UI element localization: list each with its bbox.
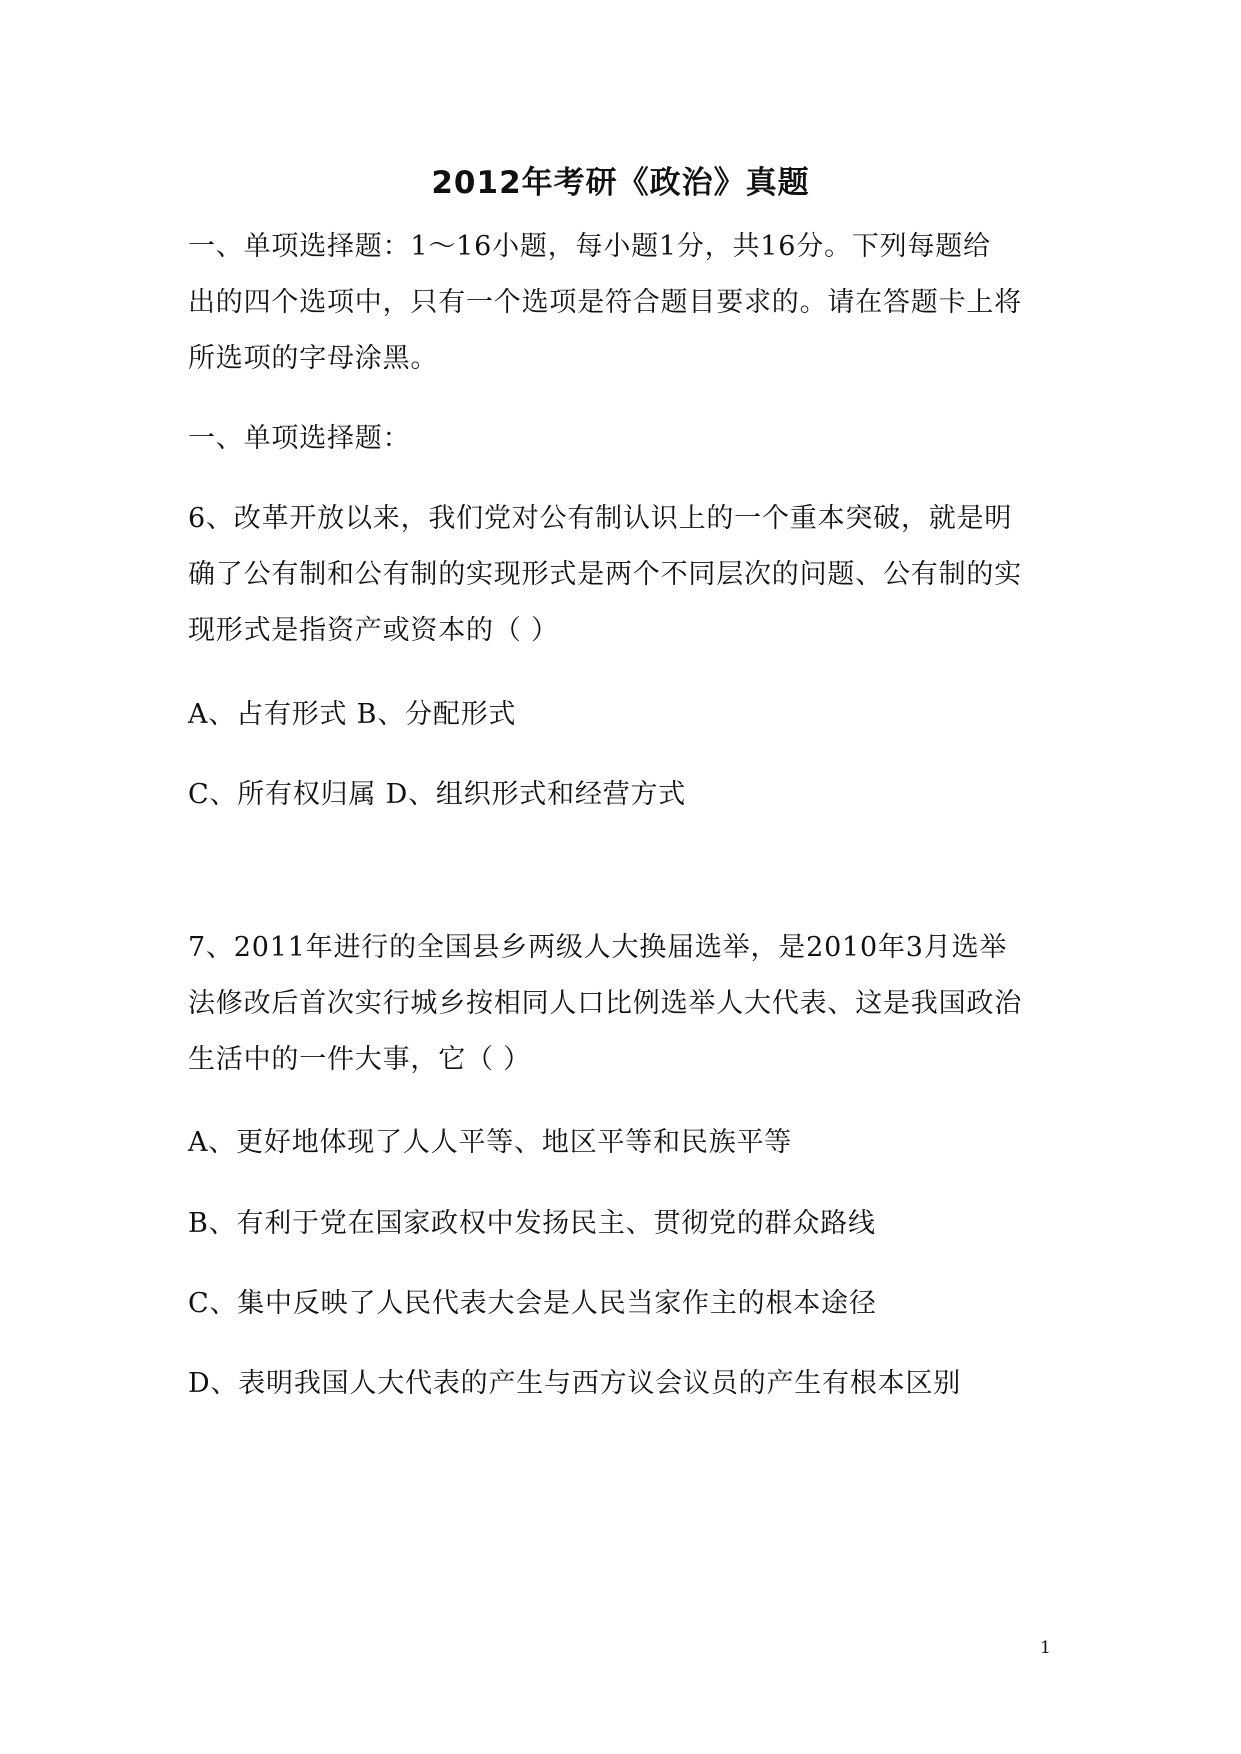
question-7-option-c: C、集中反映了人民代表大会是人民当家作主的根本途径 (188, 1288, 877, 1319)
page-number: 1 (1040, 1638, 1051, 1658)
question-6-stem-line: 现形式是指资产或资本的（ ） (188, 615, 559, 646)
question-7-stem-line: 法修改后首次实行城乡按相同人口比例选举人大代表、这是我国政治 (188, 988, 1022, 1019)
intro-line: 所选项的字母涂黑。 (188, 343, 439, 374)
question-6-stem-line: 确了公有制和公有制的实现形式是两个不同层次的问题、公有制的实 (188, 559, 1022, 590)
question-6-options-cd: C、所有权归属 D、组织形式和经营方式 (188, 779, 687, 810)
intro-line: 出的四个选项中，只有一个选项是符合题目要求的。请在答题卡上将 (188, 287, 1022, 318)
question-6-stem-line: 6、改革开放以来，我们党对公有制认识上的一个重本突破，就是明 (188, 503, 1013, 534)
question-7-option-b: B、有利于党在国家政权中发扬民主、贯彻党的群众路线 (188, 1208, 876, 1239)
question-6-options-ab: A、占有形式 B、分配形式 (188, 699, 517, 730)
document-title: 2012年考研《政治》真题 (431, 165, 810, 201)
question-7-option-a: A、更好地体现了人人平等、地区平等和民族平等 (188, 1127, 793, 1158)
question-7-stem-line: 生活中的一件大事，它（ ） (188, 1044, 531, 1075)
intro-line: 一、单项选择题：1～16小题，每小题1分，共16分。下列每题给 (188, 231, 991, 262)
question-7-stem-line: 7、2011年进行的全国县乡两级人大换届选举，是2010年3月选举 (188, 932, 1008, 963)
question-7-option-d: D、表明我国人大代表的产生与西方议会议员的产生有根本区别 (188, 1368, 962, 1399)
section-heading: 一、单项选择题： (188, 423, 411, 454)
